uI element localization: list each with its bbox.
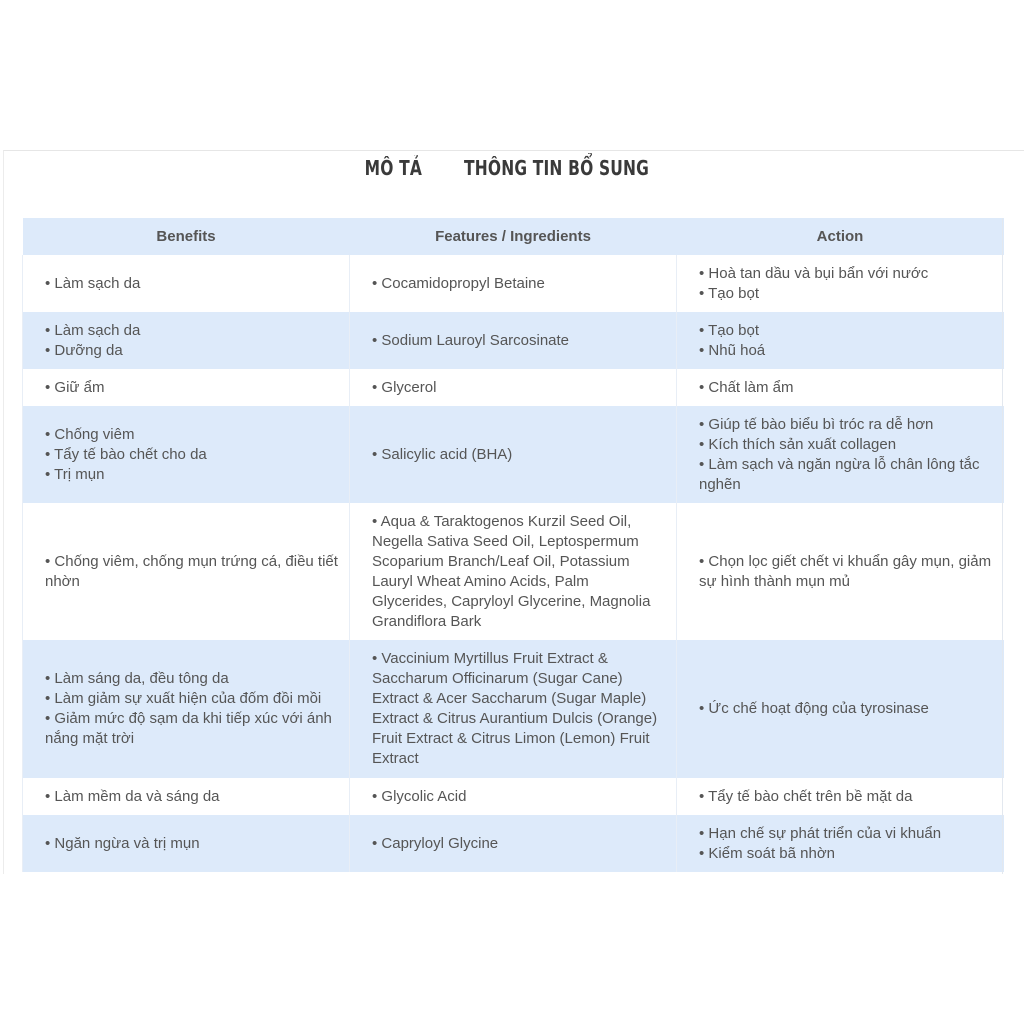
action-cell <box>677 255 1004 312</box>
cell-line: • Dưỡng da <box>45 341 123 359</box>
cell-line: • Làm sạch và ngăn ngừa lỗ chân lông tắc nghẽn <box>699 455 980 493</box>
table-row <box>23 369 1004 406</box>
cell-line: • Kiểm soát bã nhờn <box>699 844 835 862</box>
cell-line: • Capryloyl Glycine <box>372 834 499 852</box>
cell-line: • Giảm mức độ sạm da khi tiếp xúc với ánh nắng mặt trời <box>45 710 332 747</box>
benefits-cell <box>23 640 350 778</box>
cell-line: • Vaccinium Myrtillus Fruit Extract & Saccharum Officinarum (Sugar Cane) Extract & Acer Saccharum (Sugar Maple) Extract & Citrus Aurantium Dulcis (Orange) Fruit Extract & Citrus Limon (Lemon) Fruit Extract <box>372 650 658 767</box>
benefits-cell <box>23 778 350 815</box>
cell-line: • Nhũ hoá <box>699 341 766 359</box>
table-row <box>23 640 1004 778</box>
cell-line: • Chất làm ẩm <box>699 378 794 396</box>
ingredients-table-wrapper <box>22 218 1003 872</box>
benefits-cell <box>23 369 350 406</box>
ingredients-cell <box>350 503 677 640</box>
cell-line: • Giúp tế bào biểu bì tróc ra dễ hơn <box>699 415 934 433</box>
ingredients-table <box>22 218 1004 872</box>
benefits-cell <box>23 815 350 872</box>
header-action: Action <box>677 218 1004 255</box>
cell-line: • Làm mềm da và sáng da <box>45 787 220 805</box>
table-header-row <box>23 218 1004 255</box>
cell-line: • Kích thích sản xuất collagen <box>699 435 897 453</box>
cell-line: • Chống viêm, chống mụn trứng cá, điều tiết nhờn <box>45 552 338 590</box>
table-row <box>23 312 1004 369</box>
cell-line: • Giữ ẩm <box>45 378 105 396</box>
ingredients-cell <box>350 815 677 872</box>
benefits-cell <box>23 503 350 640</box>
ingredients-cell <box>350 778 677 815</box>
cell-line: • Trị mụn <box>45 465 105 483</box>
cell-line: • Chống viêm <box>45 425 135 443</box>
cell-line: • Làm sạch da <box>45 321 141 339</box>
cell-line: • Làm giảm sự xuất hiện của đốm đồi mồi <box>45 690 322 707</box>
action-cell <box>677 406 1004 503</box>
action-cell <box>677 815 1004 872</box>
cell-line: • Làm sáng da, đều tông da <box>45 670 229 687</box>
cell-line: • Tạo bọt <box>699 284 760 302</box>
cell-line: • Tạo bọt <box>699 321 760 339</box>
tab-description[interactable]: MÔ TẢ <box>364 156 422 180</box>
table-row <box>23 406 1004 503</box>
table-row <box>23 503 1004 640</box>
ingredients-cell <box>350 406 677 503</box>
cell-line: • Hoà tan dầu và bụi bẩn với nước <box>699 264 929 282</box>
table-body <box>23 255 1004 872</box>
cell-line: • Ngăn ngừa và trị mụn <box>45 834 200 852</box>
cell-line: • Tẩy tế bào chết cho da <box>45 445 207 463</box>
cell-line: • Cocamidopropyl Betaine <box>372 274 545 292</box>
header-features-ingredients: Features / Ingredients <box>350 218 677 255</box>
tab-additional-info[interactable]: THÔNG TIN BỔ SUNG <box>464 156 650 180</box>
cell-line: • Làm sạch da <box>45 274 141 292</box>
ingredients-cell <box>350 312 677 369</box>
cell-line: • Sodium Lauroyl Sarcosinate <box>372 331 570 349</box>
action-cell <box>677 640 1004 778</box>
action-cell <box>677 778 1004 815</box>
benefits-cell <box>23 406 350 503</box>
cell-line: • Chọn lọc giết chết vi khuẩn gây mụn, giảm sự hình thành mụn mủ <box>699 552 992 590</box>
action-cell <box>677 369 1004 406</box>
cell-line: • Tẩy tế bào chết trên bề mặt da <box>699 787 913 805</box>
tab-bar <box>0 156 1024 184</box>
ingredients-cell <box>350 369 677 406</box>
table-row <box>23 815 1004 872</box>
header-benefits: Benefits <box>23 218 350 255</box>
cell-line: • Salicylic acid (BHA) <box>372 445 513 463</box>
benefits-cell <box>23 312 350 369</box>
cell-line: • Glycolic Acid <box>372 787 467 805</box>
table-row <box>23 255 1004 312</box>
ingredients-cell <box>350 255 677 312</box>
benefits-cell <box>23 255 350 312</box>
cell-line: • Ức chế hoạt động của tyrosinase <box>699 700 929 717</box>
cell-line: • Hạn chế sự phát triển của vi khuẩn <box>699 824 942 842</box>
cell-line: • Aqua & Taraktogenos Kurzil Seed Oil, Negella Sativa Seed Oil, Leptospermum Scoparium Branch/Leaf Oil, Potassium Lauryl Wheat Amino Acids, Palm Glycerides, Capryloyl Glycerine, Magnolia Grandiflora Bark <box>372 512 651 630</box>
cell-line: • Glycerol <box>372 378 437 396</box>
ingredients-cell <box>350 640 677 778</box>
action-cell <box>677 312 1004 369</box>
table-right-border <box>1002 218 1003 874</box>
action-cell <box>677 503 1004 640</box>
table-row <box>23 778 1004 815</box>
